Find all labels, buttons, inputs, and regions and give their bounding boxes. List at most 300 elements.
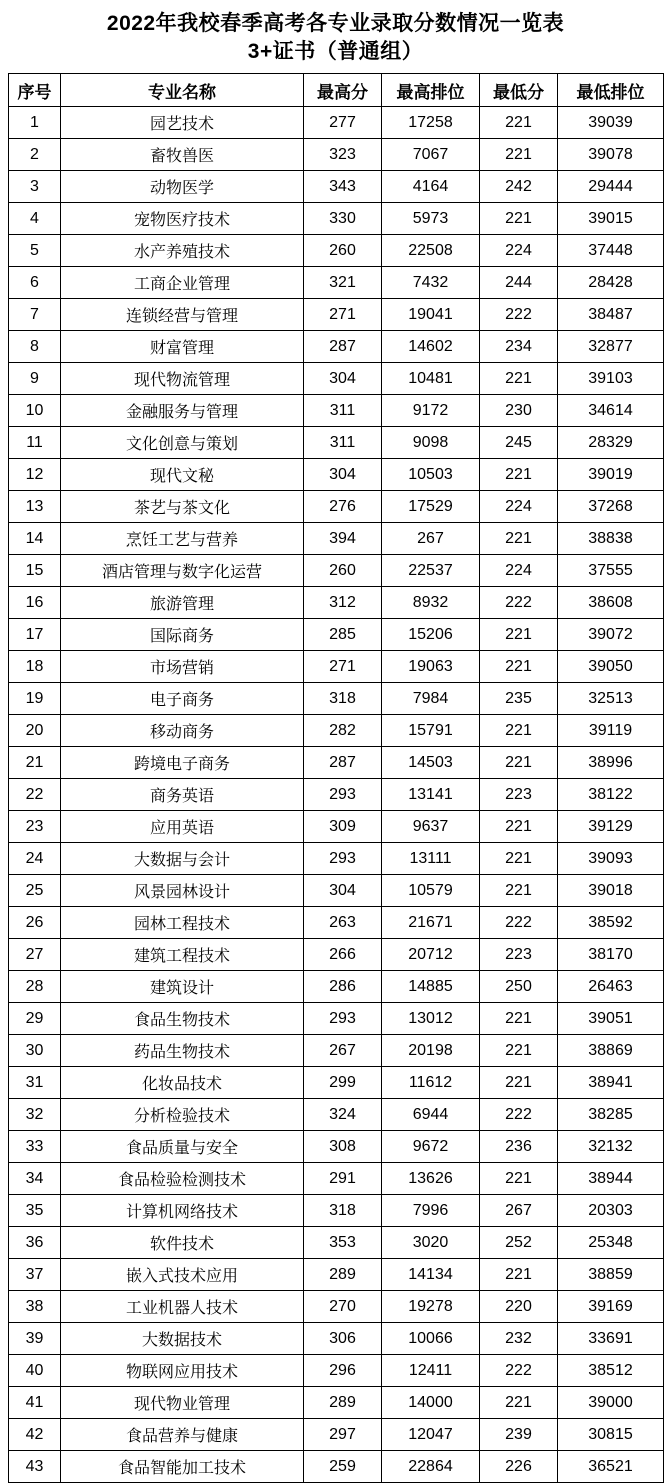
cell-min-rank: 39072: [558, 619, 664, 651]
cell-min-score: 221: [480, 843, 558, 875]
cell-index: 8: [9, 331, 61, 363]
cell-max-rank: 14885: [382, 971, 480, 1003]
cell-major: 金融服务与管理: [61, 395, 304, 427]
cell-index: 5: [9, 235, 61, 267]
cell-major: 药品生物技术: [61, 1035, 304, 1067]
cell-major: 建筑工程技术: [61, 939, 304, 971]
cell-index: 15: [9, 555, 61, 587]
cell-major: 化妆品技术: [61, 1067, 304, 1099]
cell-major: 烹饪工艺与营养: [61, 523, 304, 555]
cell-index: 29: [9, 1003, 61, 1035]
cell-major: 物联网应用技术: [61, 1355, 304, 1387]
cell-max-rank: 7984: [382, 683, 480, 715]
cell-min-score: 224: [480, 235, 558, 267]
cell-max-score: 299: [304, 1067, 382, 1099]
cell-max-rank: 9637: [382, 811, 480, 843]
cell-min-score: 222: [480, 299, 558, 331]
table-row: [9, 1099, 664, 1131]
table-row: [9, 331, 664, 363]
cell-major: 宠物医疗技术: [61, 203, 304, 235]
cell-max-rank: 22537: [382, 555, 480, 587]
cell-min-rank: 38608: [558, 587, 664, 619]
cell-min-rank: 20303: [558, 1195, 664, 1227]
cell-index: 9: [9, 363, 61, 395]
cell-min-rank: 36521: [558, 1451, 664, 1483]
cell-major: 计算机网络技术: [61, 1195, 304, 1227]
cell-major: 旅游管理: [61, 587, 304, 619]
table-row: [9, 171, 664, 203]
cell-index: 37: [9, 1259, 61, 1291]
cell-max-score: 304: [304, 363, 382, 395]
table-row: [9, 907, 664, 939]
table-row: [9, 1163, 664, 1195]
cell-index: 32: [9, 1099, 61, 1131]
cell-max-score: 343: [304, 171, 382, 203]
column-header-max-rank: 最高排位: [382, 74, 480, 107]
cell-max-score: 270: [304, 1291, 382, 1323]
cell-index: 24: [9, 843, 61, 875]
cell-major: 商务英语: [61, 779, 304, 811]
cell-min-rank: 28329: [558, 427, 664, 459]
cell-min-score: 221: [480, 619, 558, 651]
cell-min-rank: 39015: [558, 203, 664, 235]
cell-max-rank: 14503: [382, 747, 480, 779]
cell-max-score: 285: [304, 619, 382, 651]
cell-major: 建筑设计: [61, 971, 304, 1003]
column-header-min-rank: 最低排位: [558, 74, 664, 107]
cell-index: 40: [9, 1355, 61, 1387]
cell-index: 14: [9, 523, 61, 555]
cell-index: 25: [9, 875, 61, 907]
cell-max-score: 330: [304, 203, 382, 235]
cell-min-score: 221: [480, 651, 558, 683]
cell-min-score: 232: [480, 1323, 558, 1355]
cell-max-score: 312: [304, 587, 382, 619]
cell-min-score: 242: [480, 171, 558, 203]
cell-max-score: 304: [304, 875, 382, 907]
cell-min-score: 250: [480, 971, 558, 1003]
table-row: [9, 555, 664, 587]
cell-min-score: 239: [480, 1419, 558, 1451]
cell-index: 41: [9, 1387, 61, 1419]
cell-min-rank: 37555: [558, 555, 664, 587]
cell-max-score: 306: [304, 1323, 382, 1355]
cell-index: 30: [9, 1035, 61, 1067]
cell-index: 7: [9, 299, 61, 331]
cell-min-score: 221: [480, 459, 558, 491]
cell-min-rank: 37268: [558, 491, 664, 523]
cell-index: 34: [9, 1163, 61, 1195]
cell-max-rank: 14134: [382, 1259, 480, 1291]
table-row: [9, 843, 664, 875]
cell-max-score: 321: [304, 267, 382, 299]
table-row: [9, 651, 664, 683]
cell-min-score: 224: [480, 555, 558, 587]
cell-major: 市场营销: [61, 651, 304, 683]
cell-index: 18: [9, 651, 61, 683]
cell-min-rank: 25348: [558, 1227, 664, 1259]
cell-min-score: 221: [480, 363, 558, 395]
table-row: [9, 683, 664, 715]
cell-max-rank: 21671: [382, 907, 480, 939]
cell-max-score: 309: [304, 811, 382, 843]
table-row: [9, 267, 664, 299]
cell-index: 28: [9, 971, 61, 1003]
cell-index: 16: [9, 587, 61, 619]
table-row: [9, 1323, 664, 1355]
cell-min-score: 220: [480, 1291, 558, 1323]
table-row: [9, 1355, 664, 1387]
cell-max-score: 286: [304, 971, 382, 1003]
cell-min-score: 221: [480, 523, 558, 555]
cell-major: 电子商务: [61, 683, 304, 715]
cell-major: 动物医学: [61, 171, 304, 203]
cell-max-rank: 20198: [382, 1035, 480, 1067]
cell-max-score: 293: [304, 1003, 382, 1035]
table-row: [9, 587, 664, 619]
cell-major: 文化创意与策划: [61, 427, 304, 459]
table-row: [9, 779, 664, 811]
cell-min-rank: 39103: [558, 363, 664, 395]
cell-min-score: 221: [480, 1003, 558, 1035]
cell-index: 21: [9, 747, 61, 779]
cell-major: 酒店管理与数字化运营: [61, 555, 304, 587]
cell-min-rank: 29444: [558, 171, 664, 203]
cell-max-rank: 9172: [382, 395, 480, 427]
cell-max-rank: 4164: [382, 171, 480, 203]
cell-index: 6: [9, 267, 61, 299]
cell-max-score: 304: [304, 459, 382, 491]
cell-major: 食品智能加工技术: [61, 1451, 304, 1483]
cell-max-rank: 20712: [382, 939, 480, 971]
cell-min-score: 221: [480, 1035, 558, 1067]
cell-min-score: 222: [480, 587, 558, 619]
cell-min-score: 224: [480, 491, 558, 523]
cell-index: 31: [9, 1067, 61, 1099]
cell-min-rank: 37448: [558, 235, 664, 267]
cell-min-score: 234: [480, 331, 558, 363]
cell-max-score: 287: [304, 747, 382, 779]
cell-min-score: 244: [480, 267, 558, 299]
cell-index: 22: [9, 779, 61, 811]
cell-index: 38: [9, 1291, 61, 1323]
cell-index: 39: [9, 1323, 61, 1355]
cell-max-score: 323: [304, 139, 382, 171]
cell-major: 大数据技术: [61, 1323, 304, 1355]
cell-max-score: 394: [304, 523, 382, 555]
cell-min-rank: 39018: [558, 875, 664, 907]
cell-major: 应用英语: [61, 811, 304, 843]
cell-max-score: 296: [304, 1355, 382, 1387]
cell-max-rank: 13141: [382, 779, 480, 811]
cell-max-rank: 267: [382, 523, 480, 555]
cell-max-rank: 13111: [382, 843, 480, 875]
cell-major: 现代物流管理: [61, 363, 304, 395]
cell-major: 跨境电子商务: [61, 747, 304, 779]
table-row: [9, 939, 664, 971]
cell-min-rank: 38285: [558, 1099, 664, 1131]
table-header-row: [9, 74, 664, 107]
cell-max-rank: 6944: [382, 1099, 480, 1131]
cell-max-rank: 3020: [382, 1227, 480, 1259]
cell-index: 17: [9, 619, 61, 651]
cell-index: 2: [9, 139, 61, 171]
cell-min-score: 221: [480, 203, 558, 235]
cell-major: 食品生物技术: [61, 1003, 304, 1035]
cell-max-score: 311: [304, 427, 382, 459]
cell-min-score: 221: [480, 107, 558, 139]
cell-min-score: 221: [480, 715, 558, 747]
cell-min-rank: 39119: [558, 715, 664, 747]
cell-max-score: 318: [304, 683, 382, 715]
cell-max-score: 277: [304, 107, 382, 139]
cell-index: 26: [9, 907, 61, 939]
cell-max-rank: 15791: [382, 715, 480, 747]
cell-min-score: 221: [480, 1259, 558, 1291]
cell-min-rank: 32877: [558, 331, 664, 363]
cell-index: 19: [9, 683, 61, 715]
cell-max-score: 353: [304, 1227, 382, 1259]
cell-max-rank: 10066: [382, 1323, 480, 1355]
cell-min-rank: 38838: [558, 523, 664, 555]
table-header: [9, 74, 664, 107]
cell-min-rank: 38592: [558, 907, 664, 939]
table-row: [9, 1259, 664, 1291]
table-row: [9, 459, 664, 491]
cell-major: 大数据与会计: [61, 843, 304, 875]
cell-max-score: 260: [304, 555, 382, 587]
cell-major: 园艺技术: [61, 107, 304, 139]
cell-max-rank: 12411: [382, 1355, 480, 1387]
cell-min-score: 223: [480, 939, 558, 971]
cell-min-score: 235: [480, 683, 558, 715]
cell-max-rank: 14000: [382, 1387, 480, 1419]
cell-max-score: 287: [304, 331, 382, 363]
table-row: [9, 427, 664, 459]
cell-min-score: 222: [480, 1099, 558, 1131]
cell-major: 食品质量与安全: [61, 1131, 304, 1163]
cell-max-rank: 22864: [382, 1451, 480, 1483]
cell-min-score: 221: [480, 875, 558, 907]
cell-max-rank: 8932: [382, 587, 480, 619]
cell-max-score: 293: [304, 779, 382, 811]
cell-min-rank: 38941: [558, 1067, 664, 1099]
cell-index: 12: [9, 459, 61, 491]
column-header-min-score: 最低分: [480, 74, 558, 107]
cell-index: 3: [9, 171, 61, 203]
cell-min-rank: 34614: [558, 395, 664, 427]
cell-max-score: 293: [304, 843, 382, 875]
cell-min-rank: 26463: [558, 971, 664, 1003]
table-row: [9, 1035, 664, 1067]
cell-max-score: 271: [304, 651, 382, 683]
cell-min-rank: 38869: [558, 1035, 664, 1067]
cell-max-score: 267: [304, 1035, 382, 1067]
cell-max-rank: 13012: [382, 1003, 480, 1035]
cell-max-score: 324: [304, 1099, 382, 1131]
cell-min-score: 230: [480, 395, 558, 427]
table-row: [9, 523, 664, 555]
cell-max-rank: 10503: [382, 459, 480, 491]
cell-min-rank: 39078: [558, 139, 664, 171]
cell-min-rank: 39051: [558, 1003, 664, 1035]
cell-index: 20: [9, 715, 61, 747]
cell-min-rank: 39093: [558, 843, 664, 875]
cell-major: 现代文秘: [61, 459, 304, 491]
cell-max-score: 289: [304, 1387, 382, 1419]
cell-min-rank: 39019: [558, 459, 664, 491]
cell-index: 23: [9, 811, 61, 843]
cell-min-rank: 39169: [558, 1291, 664, 1323]
cell-max-rank: 7432: [382, 267, 480, 299]
table-row: [9, 747, 664, 779]
cell-major: 分析检验技术: [61, 1099, 304, 1131]
table-row: [9, 395, 664, 427]
cell-max-score: 271: [304, 299, 382, 331]
cell-min-rank: 32513: [558, 683, 664, 715]
cell-max-rank: 12047: [382, 1419, 480, 1451]
cell-min-rank: 38487: [558, 299, 664, 331]
table-row: [9, 1451, 664, 1483]
cell-major: 软件技术: [61, 1227, 304, 1259]
cell-max-score: 291: [304, 1163, 382, 1195]
cell-major: 连锁经营与管理: [61, 299, 304, 331]
cell-max-rank: 17529: [382, 491, 480, 523]
cell-max-score: 276: [304, 491, 382, 523]
table-row: [9, 1195, 664, 1227]
table-row: [9, 203, 664, 235]
cell-major: 食品营养与健康: [61, 1419, 304, 1451]
table-row: [9, 299, 664, 331]
admission-score-table: [8, 73, 664, 1483]
table-row: [9, 1067, 664, 1099]
cell-major: 风景园林设计: [61, 875, 304, 907]
cell-min-score: 267: [480, 1195, 558, 1227]
cell-max-rank: 19041: [382, 299, 480, 331]
cell-min-rank: 39129: [558, 811, 664, 843]
table-row: [9, 1131, 664, 1163]
cell-major: 畜牧兽医: [61, 139, 304, 171]
table-row: [9, 715, 664, 747]
cell-min-score: 221: [480, 811, 558, 843]
cell-min-rank: 38170: [558, 939, 664, 971]
cell-major: 现代物业管理: [61, 1387, 304, 1419]
cell-min-rank: 38944: [558, 1163, 664, 1195]
cell-min-score: 221: [480, 1163, 558, 1195]
page-title: [8, 10, 663, 65]
table-row: [9, 1291, 664, 1323]
table-row: [9, 139, 664, 171]
cell-min-rank: 38512: [558, 1355, 664, 1387]
cell-min-score: 223: [480, 779, 558, 811]
table-row: [9, 811, 664, 843]
table-row: [9, 619, 664, 651]
cell-min-rank: 30815: [558, 1419, 664, 1451]
cell-major: 园林工程技术: [61, 907, 304, 939]
cell-max-rank: 9098: [382, 427, 480, 459]
column-header-max-score: 最高分: [304, 74, 382, 107]
cell-major: 茶艺与茶文化: [61, 491, 304, 523]
title-line-2: 3+证书（普通组）: [247, 39, 424, 63]
cell-min-rank: 38996: [558, 747, 664, 779]
cell-max-rank: 19063: [382, 651, 480, 683]
cell-min-score: 222: [480, 1355, 558, 1387]
table-row: [9, 491, 664, 523]
cell-min-rank: 28428: [558, 267, 664, 299]
cell-major: 水产养殖技术: [61, 235, 304, 267]
cell-max-rank: 5973: [382, 203, 480, 235]
cell-max-rank: 13626: [382, 1163, 480, 1195]
table-row: [9, 875, 664, 907]
cell-max-rank: 17258: [382, 107, 480, 139]
table-row: [9, 235, 664, 267]
cell-max-rank: 7067: [382, 139, 480, 171]
cell-max-score: 259: [304, 1451, 382, 1483]
cell-index: 43: [9, 1451, 61, 1483]
cell-index: 35: [9, 1195, 61, 1227]
cell-min-rank: 32132: [558, 1131, 664, 1163]
cell-min-rank: 33691: [558, 1323, 664, 1355]
cell-major: 国际商务: [61, 619, 304, 651]
cell-min-score: 222: [480, 907, 558, 939]
cell-major: 工商企业管理: [61, 267, 304, 299]
cell-min-score: 221: [480, 1387, 558, 1419]
title-line-1: 2022年我校春季高考各专业录取分数情况一览表: [106, 12, 565, 35]
cell-index: 27: [9, 939, 61, 971]
cell-min-score: 226: [480, 1451, 558, 1483]
cell-max-score: 311: [304, 395, 382, 427]
table-row: [9, 1227, 664, 1259]
cell-index: 33: [9, 1131, 61, 1163]
cell-max-score: 308: [304, 1131, 382, 1163]
cell-max-rank: 19278: [382, 1291, 480, 1323]
cell-min-rank: 38122: [558, 779, 664, 811]
cell-index: 4: [9, 203, 61, 235]
cell-max-rank: 7996: [382, 1195, 480, 1227]
table-row: [9, 1419, 664, 1451]
cell-index: 1: [9, 107, 61, 139]
cell-max-rank: 14602: [382, 331, 480, 363]
cell-max-rank: 22508: [382, 235, 480, 267]
column-header-major: 专业名称: [61, 74, 304, 107]
cell-index: 42: [9, 1419, 61, 1451]
cell-major: 食品检验检测技术: [61, 1163, 304, 1195]
cell-index: 11: [9, 427, 61, 459]
cell-index: 36: [9, 1227, 61, 1259]
cell-max-score: 318: [304, 1195, 382, 1227]
cell-index: 10: [9, 395, 61, 427]
cell-index: 13: [9, 491, 61, 523]
table-row: [9, 971, 664, 1003]
cell-min-score: 221: [480, 747, 558, 779]
cell-min-rank: 39050: [558, 651, 664, 683]
cell-max-score: 266: [304, 939, 382, 971]
cell-max-score: 297: [304, 1419, 382, 1451]
cell-max-score: 282: [304, 715, 382, 747]
cell-max-rank: 11612: [382, 1067, 480, 1099]
table-row: [9, 363, 664, 395]
cell-min-rank: 38859: [558, 1259, 664, 1291]
cell-max-rank: 10579: [382, 875, 480, 907]
table-body: [9, 107, 664, 1483]
cell-min-rank: 39000: [558, 1387, 664, 1419]
cell-min-rank: 39039: [558, 107, 664, 139]
cell-min-score: 245: [480, 427, 558, 459]
cell-max-rank: 15206: [382, 619, 480, 651]
cell-max-score: 260: [304, 235, 382, 267]
table-row: [9, 107, 664, 139]
cell-min-score: 221: [480, 139, 558, 171]
